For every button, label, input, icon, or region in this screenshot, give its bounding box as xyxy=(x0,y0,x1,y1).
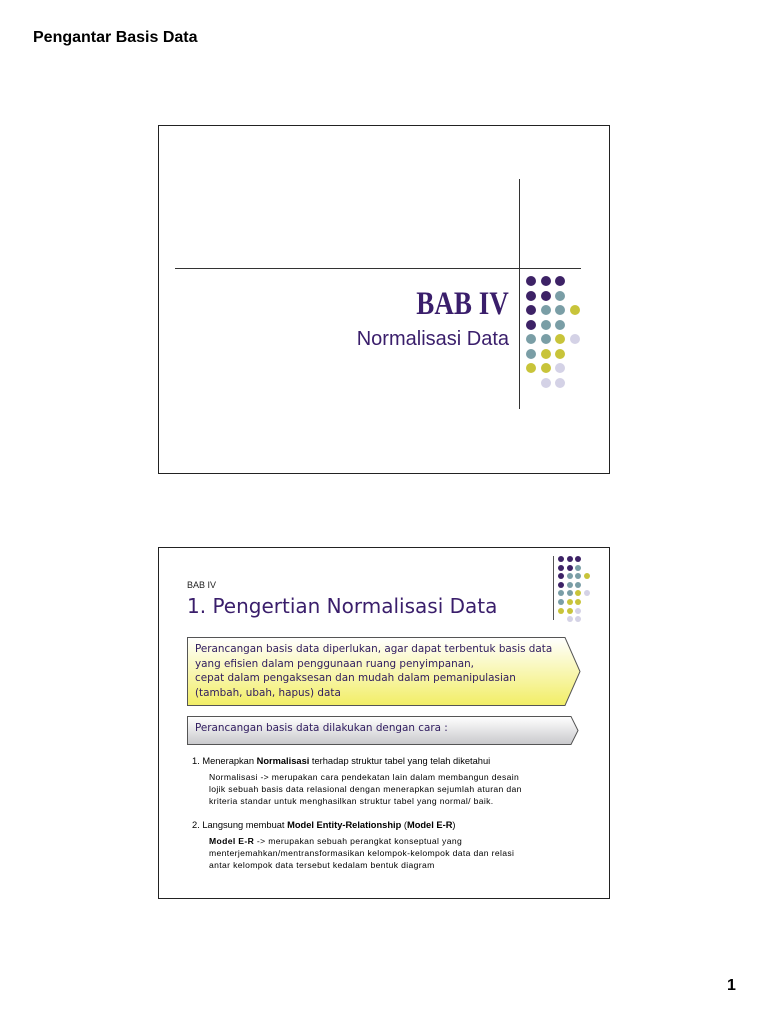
decorative-dot xyxy=(567,582,573,588)
decorative-dot xyxy=(567,556,573,562)
decorative-dot xyxy=(541,349,551,359)
decorative-dot xyxy=(570,305,580,315)
callout-text: Perancangan basis data diperlukan, agar dapat terbentuk basis data yang efisien dalam penggunaan ruang penyimpanan, cepat dalam pengaksesan dan mudah dalam pemanipulasian (tambah, ubah, hapus) data xyxy=(195,643,553,699)
decorative-dot xyxy=(526,363,536,373)
page-number: 1 xyxy=(727,977,736,994)
decorative-dot xyxy=(567,573,573,579)
decorative-dot xyxy=(558,556,564,562)
decorative-dot xyxy=(541,276,551,286)
decorative-dot xyxy=(541,334,551,344)
decorative-dot xyxy=(555,334,565,344)
decorative-dot xyxy=(541,378,551,388)
decorative-dot xyxy=(567,616,573,622)
vertical-rule xyxy=(553,556,554,620)
slide-heading: 1. Pengertian Normalisasi Data xyxy=(187,594,498,618)
decorative-dot xyxy=(567,608,573,614)
decorative-dot xyxy=(526,276,536,286)
list-item-model-er: 2. Langsung membuat Model Entity-Relationship (Model E-R) xyxy=(192,820,456,830)
decorative-dot xyxy=(575,599,581,605)
decorative-dot xyxy=(558,573,564,579)
page-header: Pengantar Basis Data xyxy=(33,29,198,46)
decorative-dot xyxy=(575,565,581,571)
model-er-description: Model E-R -> merupakan sebuah perangkat konseptual yang menterjemahkan/mentransformasikan kelompok-kelompok data dan relasi antar kelompok data tersebut kedalam bentuk diagram xyxy=(209,836,515,870)
decorative-dot-grid xyxy=(558,556,606,626)
decorative-dot xyxy=(575,616,581,622)
decorative-dot xyxy=(575,582,581,588)
callout-method-text: Perancangan basis data dilakukan dengan cara : xyxy=(195,722,448,734)
slide-label: BAB IV xyxy=(187,580,217,590)
list-item-normalisasi: 1. Menerapkan Normalisasi terhadap struktur tabel yang telah diketahui xyxy=(192,756,491,766)
callout-box xyxy=(187,637,581,706)
decorative-dot xyxy=(555,363,565,373)
slide-content xyxy=(158,547,610,899)
decorative-dot xyxy=(558,590,564,596)
decorative-dot xyxy=(541,305,551,315)
decorative-dot xyxy=(526,291,536,301)
decorative-dot xyxy=(558,582,564,588)
decorative-dot xyxy=(584,573,590,579)
decorative-dot xyxy=(541,320,551,330)
decorative-dot xyxy=(555,305,565,315)
callout-box-method xyxy=(187,716,579,745)
decorative-dot xyxy=(541,363,551,373)
decorative-dot xyxy=(555,291,565,301)
decorative-dot xyxy=(526,349,536,359)
slide-title-heading: BAB IV xyxy=(416,286,509,322)
decorative-dot xyxy=(558,565,564,571)
decorative-dot xyxy=(526,305,536,315)
decorative-dot xyxy=(555,320,565,330)
decorative-dot xyxy=(575,608,581,614)
decorative-dot xyxy=(558,608,564,614)
horizontal-rule xyxy=(175,268,581,269)
decorative-dot xyxy=(541,291,551,301)
decorative-dot xyxy=(555,349,565,359)
decorative-dot xyxy=(567,565,573,571)
normalisasi-description: Normalisasi -> merupakan cara pendekatan lain dalam membangun desain lojik sebuah basis data relasional dengan menerapkan sejumlah aturan dan kriteria standar untuk menghasilkan struktur tabel yang normal/ baik. xyxy=(209,772,522,806)
decorative-dot-grid xyxy=(526,276,606,391)
decorative-dot xyxy=(584,590,590,596)
decorative-dot xyxy=(567,590,573,596)
decorative-dot xyxy=(526,334,536,344)
decorative-dot xyxy=(558,599,564,605)
decorative-dot xyxy=(555,276,565,286)
vertical-rule xyxy=(519,179,520,409)
decorative-dot xyxy=(575,573,581,579)
decorative-dot xyxy=(575,556,581,562)
decorative-dot xyxy=(555,378,565,388)
slide-title xyxy=(158,125,610,474)
decorative-dot xyxy=(567,599,573,605)
slide-subtitle: Normalisasi Data xyxy=(356,328,509,350)
decorative-dot xyxy=(570,334,580,344)
decorative-dot xyxy=(526,320,536,330)
decorative-dot xyxy=(575,590,581,596)
